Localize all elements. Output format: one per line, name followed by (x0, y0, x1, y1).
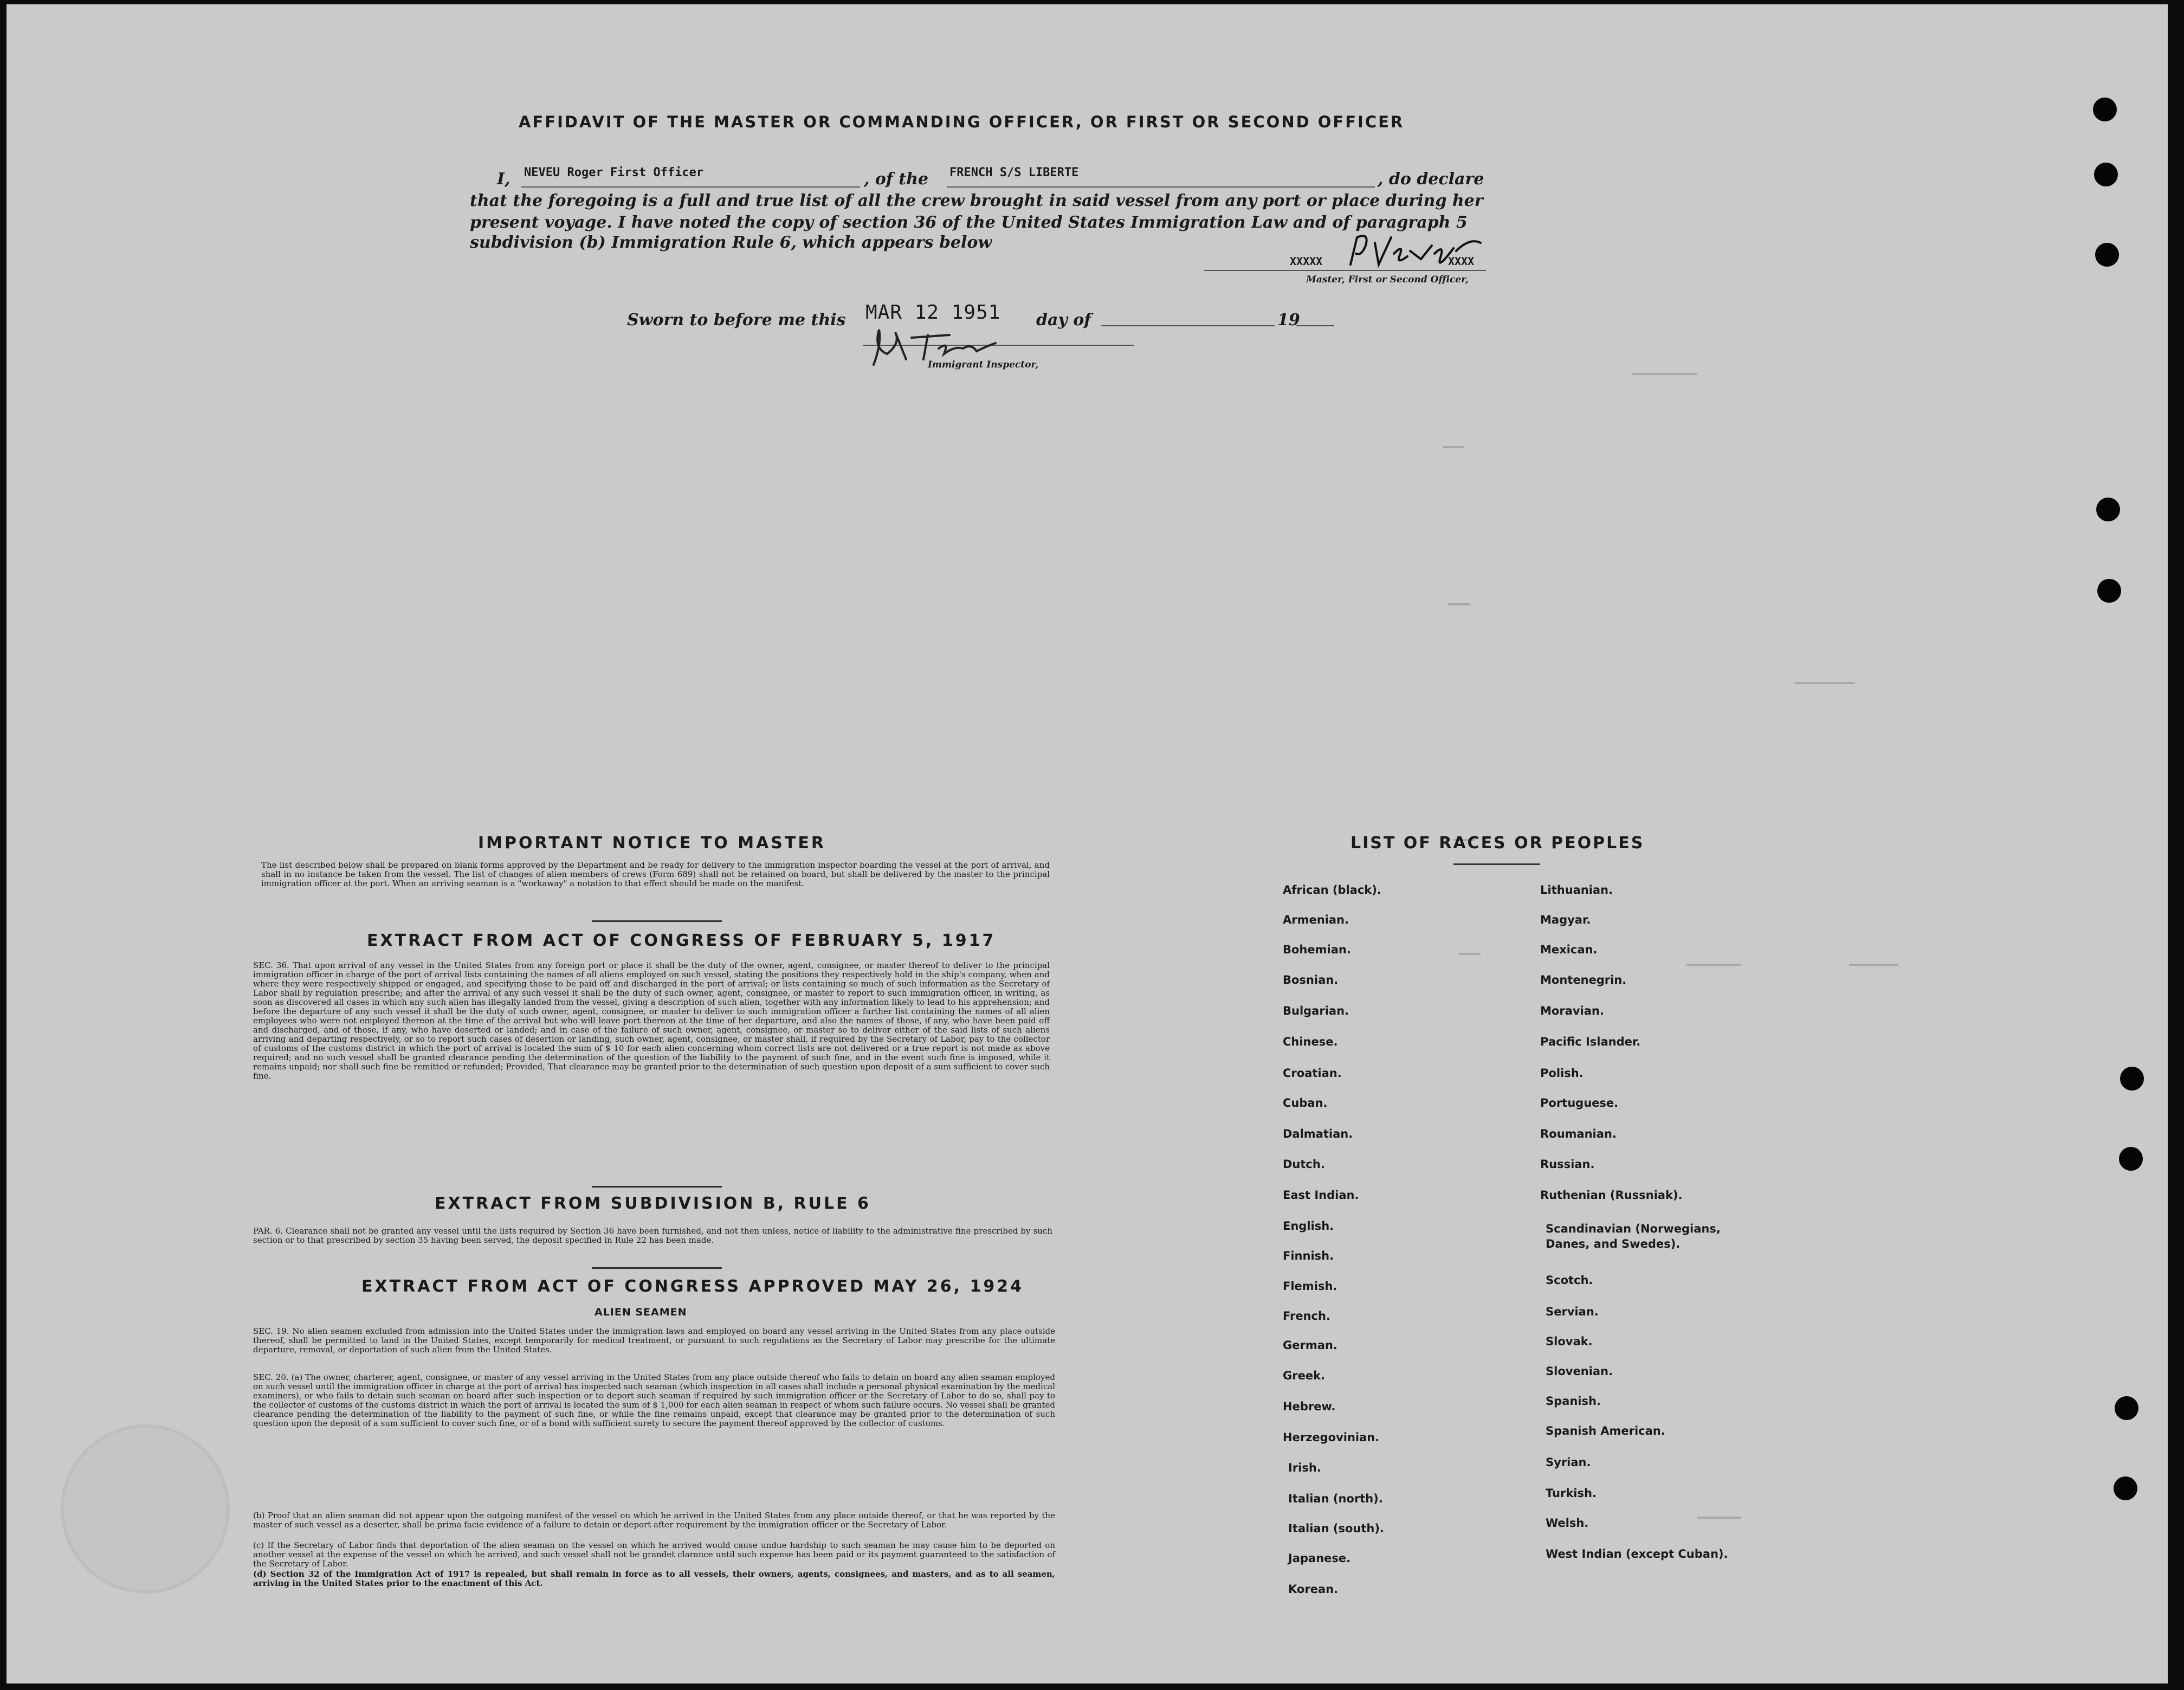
race-item: Ruthenian (Russniak). (1540, 1189, 1683, 1202)
race-item: Bulgarian. (1283, 1004, 1349, 1017)
master-signature (1345, 227, 1486, 275)
year-line (1296, 325, 1334, 326)
bleed-through-mark (1795, 682, 1855, 684)
race-item: Cuban. (1283, 1096, 1328, 1110)
extract-1924-sec20d: (d) Section 32 of the Immigration Act of 1917 is repealed, but shall remain in force as to all vessels, their owners, agents, consignees, and masters, and as to all seamen, arriving in the United States prior to the enactment of this Act. (253, 1569, 1055, 1588)
divider (592, 1186, 722, 1188)
extract-rule6-title: EXTRACT FROM SUBDIVISION B, RULE 6 (435, 1194, 871, 1213)
race-item: Syrian. (1546, 1456, 1591, 1469)
race-item: Montenegrin. (1540, 973, 1627, 986)
race-item: Mexican. (1540, 943, 1598, 956)
race-item: Dalmatian. (1283, 1127, 1353, 1140)
extract-rule6-text: PAR. 6. Clearance shall not be granted any vessel until the lists required by Section 36 have been furnished, and not then unless, notice of liability to the administrative fine prescribed by such section or to that prescribed by section 35 having been served, the deposit specified in Rule 22 has been made. (253, 1226, 1052, 1245)
race-item: Bohemian. (1283, 943, 1351, 956)
punch-hole (2114, 1476, 2137, 1500)
officer-name: NEVEU Roger First Officer (524, 166, 704, 179)
race-item: Croatian. (1283, 1067, 1342, 1080)
affidavit-line-3: present voyage. I have noted the copy of section 36 of the United States Immigration Law and of paragraph 5 (470, 213, 1468, 232)
divider (1453, 863, 1540, 865)
extract-1924-subtitle: ALIEN SEAMEN (595, 1306, 687, 1318)
punch-hole (2120, 1067, 2144, 1091)
extract-1924-title: EXTRACT FROM ACT OF CONGRESS APPROVED MAY 26, 1924 (361, 1277, 1024, 1296)
affidavit-title: AFFIDAVIT OF THE MASTER OR COMMANDING OFFICER, OR FIRST OR SECOND OFFICER (519, 113, 1405, 131)
sworn-label: Sworn to before me this (627, 311, 846, 330)
race-item: Roumanian. (1540, 1127, 1617, 1140)
master-caption: Master, First or Second Officer, (1306, 274, 1469, 285)
vessel-line (947, 186, 1375, 188)
race-item: Hebrew. (1283, 1400, 1336, 1413)
punch-hole (2119, 1147, 2143, 1171)
affidavit-do-declare: , do declare (1378, 170, 1484, 189)
manifest-page (7, 4, 2168, 1683)
race-item: Herzegovinian. (1283, 1431, 1380, 1444)
race-item: Dutch. (1283, 1158, 1325, 1171)
vessel-name: FRENCH S/S LIBERTE (949, 166, 1079, 179)
day-of-label: day of (1036, 311, 1091, 330)
extract-1924-sec19: SEC. 19. No alien seamen excluded from admission into the United States under the immigration laws and employed on board any vessel arriving in the United States from any place outside thereof, shall be permitted to land in the United States, except temporarily for medical treatment, or pursuant to such regulations as the Secretary of Labor may prescribe for the ultimate departure, removal, or deportation of such alien from the United States. (253, 1326, 1055, 1354)
race-item: English. (1283, 1220, 1334, 1233)
bleed-through-mark (1632, 373, 1697, 375)
punch-hole (2094, 163, 2118, 186)
race-item: Servian. (1546, 1305, 1599, 1318)
race-item: Japanese. (1288, 1552, 1351, 1565)
race-item: Armenian. (1283, 913, 1349, 926)
race-item: Moravian. (1540, 1004, 1604, 1017)
notice-text: The list described below shall be prepared on blank forms approved by the Department and be ready for delivery to the immigration inspector boarding the vessel at the port of arrival, and shall in no instance be taken from the vessel. The list of changes of alien members of crews (Form 689) shall not be retained on board, but shall be delivered by the master to the principal immigration officer at the port. When an arriving seaman is a "workaway" a notation to that effect should be made on the manifest. (261, 860, 1050, 888)
affidavit-of-the: , of the (864, 170, 929, 189)
race-item: Pacific Islander. (1540, 1035, 1641, 1048)
race-item: Portuguese. (1540, 1096, 1619, 1110)
affidavit-line-4: subdivision (b) Immigration Rule 6, which appears below (470, 233, 992, 252)
notice-title: IMPORTANT NOTICE TO MASTER (478, 834, 826, 853)
race-item: Slovak. (1546, 1335, 1593, 1348)
punch-hole (2093, 98, 2117, 121)
bleed-through-mark (1697, 1517, 1741, 1519)
struck-text: XXXXX (1290, 255, 1323, 268)
race-item: Irish. (1288, 1461, 1321, 1474)
race-item: Welsh. (1546, 1517, 1589, 1530)
struck-text-2: XXXX (1448, 255, 1475, 268)
race-item: Italian (north). (1288, 1492, 1383, 1505)
race-item: Scotch. (1546, 1274, 1593, 1287)
extract-1924-sec20c: (c) If the Secretary of Labor finds that deportation of the alien seaman on the vessel on which he arrived would cause undue hardship to such seaman he may cause him to be deported on another vessel at the expense of the vessel on which he arrived, and such vessel shall not be grandet clarance until such expense has been paid or its payment guaranteed to the satisfaction of the Secretary of Labor. (253, 1540, 1055, 1569)
race-item: Magyar. (1540, 913, 1591, 926)
race-item: Scandinavian (Norwegians, Danes, and Swedes). (1546, 1222, 1721, 1250)
bleed-through-mark (1459, 953, 1481, 955)
extract-1917-text: SEC. 36. That upon arrival of any vessel in the United States from any foreign port or place it shall be the duty of the owner, agent, consignee, or master thereof to deliver to the principal immigration officer in charge of the port of arrival lists containing the names of all aliens employed on such vessel, stating the positions they respectively hold in the ship's company, when and where they were respectively shipped or engaged, and specifying those to be paid off and discharged in the port of arrival; or lists containing so much of such information as the Secretary of Labor shall by regulation prescribe; and after the arrival of any such vessel it shall be the duty of such owner, agent, consignee, or master to report to such immigration officer, in writing, as soon as discovered all cases in which any such alien has illegally landed from the vessel, giving a description of such alien, together with any information likely to lead to his apprehension; and before the departure of any such vessel it shall be the duty of such owner, agent, consignee, or master to deliver to such immigration officer a further list containing the names of all alien employees who were not employed thereon at the time of the arrival but who will leave port thereon at the time of her departure, and also the names of those, if any, who have been paid off and discharged, and of those, if any, who have deserted or landed; and in case of the failure of such owner, agent, consignee, or master so to deliver either of the said lists of such aliens arriving and departing respectively, or so to report such cases of desertion or landing, such owner, agent, consignee, or master shall, if required by the Secretary of Labor, pay to the collector of customs of the customs district in which the port of arrival is located the sum of $ 10 for each alien concerning whom correct lists are not delivered or a true report is not made as above required; and no such vessel shall be granted clearance pending the determination of the question of the liability to the payment of such fine, and in the event such fine is imposed, while it remains unpaid; nor shall such fine be remitted or refunded; Provided, That clearance may be granted prior to the determination of such question upon deposit of a sum sufficient to cover such fine. (253, 960, 1050, 1081)
bleed-through-mark (1443, 446, 1464, 448)
punch-hole (2097, 579, 2121, 603)
officer-name-line (521, 186, 860, 188)
race-item: Chinese. (1283, 1035, 1338, 1048)
extract-1924-sec20a: SEC. 20. (a) The owner, charterer, agent, consignee, or master of any vessel arriving in the United States from any place outside thereof who fails to detain on board any alien seaman employed on such vessel until the immigration officer in charge at the port of arrival has inspected such seaman (which inspection in all cases shall include a personal physical examination by the medical examiners), or who fails to detain such seaman on board after such inspection or to deport such seaman if required by such immigration officer or the Secretary of Labor to do so, shall pay to the collector of customs of the customs district in which the port of arrival is located the sum of $ 1,000 for each alien seaman in respect of whom such failure occurs. No vessel shall be granted clearance pending the determination of the liability to the payment of such fine, or while the fine remains unpaid, except that clearance may be granted prior to the determination of such question upon the deposit of a sum sufficient to cover such fine, or of a bond with sufficient surety to secure the payment thereof approved by the collector of customs. (253, 1372, 1055, 1428)
race-item: Spanish American. (1546, 1424, 1665, 1437)
divider (592, 1267, 722, 1269)
race-item: Italian (south). (1288, 1522, 1384, 1535)
affidavit-i: I, (497, 170, 511, 189)
race-item: Slovenian. (1546, 1365, 1613, 1378)
bleed-through-mark (1448, 603, 1470, 605)
race-item: Turkish. (1546, 1487, 1597, 1500)
race-item: West Indian (except Cuban). (1546, 1547, 1728, 1560)
race-item: East Indian. (1283, 1189, 1359, 1202)
race-item: Spanish. (1546, 1395, 1601, 1408)
month-line (1101, 325, 1275, 326)
race-item: African (black). (1283, 883, 1381, 896)
punch-hole (2115, 1396, 2138, 1420)
race-item: Bosnian. (1283, 973, 1339, 986)
race-item: Flemish. (1283, 1280, 1337, 1293)
race-item: Korean. (1288, 1583, 1339, 1596)
race-item: German. (1283, 1339, 1337, 1352)
extract-1924-sec20b: (b) Proof that an alien seaman did not appear upon the outgoing manifest of the vessel on which he arrived in the United States from any place outside thereof, or that he was reported by the master of such vessel as a deserter, shall be prima facie evidence of a failure to detain or deport after requirement by the immigration officer or the Secretary of Labor. (253, 1511, 1055, 1530)
sworn-date-stamp: MAR 12 1951 (865, 301, 1001, 324)
divider (592, 920, 722, 922)
extract-1917-title: EXTRACT FROM ACT OF CONGRESS OF FEBRUARY 5, 1917 (367, 931, 996, 950)
race-item: Lithuanian. (1540, 883, 1613, 896)
bleed-through-mark (1687, 964, 1741, 966)
year-prefix: 19 (1277, 311, 1300, 330)
race-item: French. (1283, 1310, 1330, 1323)
races-title: LIST OF RACES OR PEOPLES (1351, 834, 1645, 853)
race-item: Polish. (1540, 1067, 1584, 1080)
punch-hole (2096, 498, 2120, 521)
race-item: Greek. (1283, 1369, 1326, 1382)
race-item: Finnish. (1283, 1249, 1334, 1262)
bleed-through-mark (1849, 964, 1898, 966)
inspector-caption: Immigrant Inspector, (928, 359, 1039, 370)
embossed-seal (61, 1424, 230, 1594)
punch-hole (2095, 243, 2119, 267)
race-item: Russian. (1540, 1158, 1595, 1171)
affidavit-line-2: that the foregoing is a full and true list of all the crew brought in said vessel from any port or place during her (470, 191, 1483, 210)
